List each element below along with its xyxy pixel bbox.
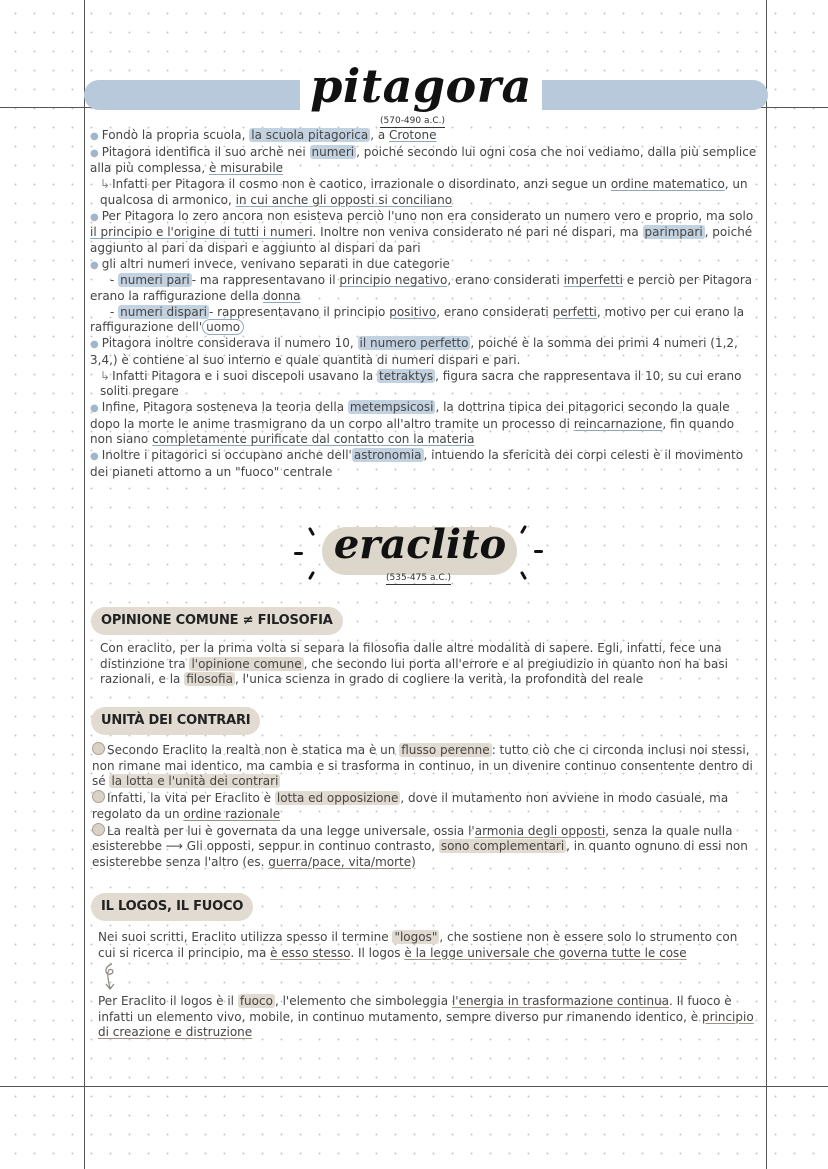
underlined-text: positivo <box>389 304 437 319</box>
sparkle-dash <box>294 552 303 555</box>
underlined-text: è la legge universale che governa tutte le cose <box>404 945 687 960</box>
note-tetraktys <box>90 369 758 400</box>
text: . Inoltre non veniva considerato né pari né dispari, ma <box>312 225 643 240</box>
highlight: parimpari <box>644 225 703 240</box>
underlined-text: è misurabile <box>209 161 284 176</box>
section-heading-logos: IL LOGOS, IL FUOCO <box>91 893 253 921</box>
text: Nei suoi scritti, Eraclito utilizza spesso il termine <box>98 930 393 944</box>
note-zero <box>90 209 758 257</box>
eraclito-title: eraclito <box>333 521 507 568</box>
text: , poiché secondo lui ogni cosa che noi vediamo, dalla più semplice alla più complessa, <box>90 144 757 176</box>
text: Per Eraclito il logos è il <box>98 994 238 1008</box>
text: , l'elemento che simboleggia <box>274 994 452 1008</box>
highlight: metempsicosi <box>349 399 434 414</box>
bullet-dot-icon: ● <box>90 131 99 142</box>
text: Fondò la propria scuola, <box>101 128 250 142</box>
highlight: la lotta e l'unità dei contrari <box>111 774 279 789</box>
text: , figura sacra che rappresentava il 10, su cui erano soliti pregare <box>100 368 742 399</box>
note-dispari <box>90 305 758 336</box>
bullet-dot-icon: ● <box>90 339 99 351</box>
text: Pitagora inoltre considerava il numero 10, <box>101 336 358 351</box>
underlined-text: donna <box>262 289 301 304</box>
text: , la dottrina tipica dei pitagorici secondo la quale dopo la morte le anime trasmigrano da un corpo all'altro tramite un processo di <box>90 399 730 431</box>
text: Inoltre i pitagorici si occupano anche dell' <box>101 448 352 463</box>
underlined-text: Crotone <box>389 128 437 142</box>
text: : tutto ciò che ci circonda inclusi noi stessi, non rimane mai identico, ma cambia e si trasforma in continuo, in un divenire continuo consentente dentro di sé <box>92 743 753 789</box>
note-fuoco <box>98 994 758 1041</box>
text: Con eraclito, per la prima volta si separa la filosofia dalle altre modalità di sapere. Egli, infatti, fece una distinzione tra <box>100 641 722 671</box>
text: . Il logos <box>350 945 405 960</box>
text: Per Pitagora lo zero ancora non esisteva perciò l'uno non era considerato un numero vero e proprio, ma solo <box>101 208 754 223</box>
underlined-text: reincarnazione <box>573 416 663 431</box>
sparkle-dash <box>308 571 315 580</box>
note-astronomia <box>90 448 758 480</box>
text: , intuendo la sfericità dei corpi celesti è il movimento dei pianeti attorno a un "fuoco" centrale <box>90 448 744 479</box>
text: . Il fuoco è infatti un elemento vivo, mobile, in continuo mutamento, sempre diverso pur rimanendo identico, è <box>98 994 732 1024</box>
title-dates: (570-490 a.C.) <box>380 116 446 126</box>
eraclito-title-block <box>300 515 540 590</box>
highlight: numeri <box>311 144 355 159</box>
note-cosmo <box>90 177 758 208</box>
text: , che secondo lui porta all'errore e al pregiudizio in quanto non ha basi razionali, e la <box>100 656 728 687</box>
highlight: flusso perenne <box>401 743 490 757</box>
text: , un qualcosa di armonico, <box>100 177 748 207</box>
arrow-return-icon: ↳ <box>100 368 111 383</box>
highlight: "logos" <box>394 930 438 944</box>
note-scuola <box>90 128 758 145</box>
highlight: tetraktys <box>379 368 434 383</box>
text: , erano considerati <box>436 304 553 319</box>
bullet-dot-icon: ● <box>90 259 99 271</box>
arrow-return-icon: ↳ <box>100 177 111 192</box>
text: , poiché è la somma dei primi 4 numeri (1,2, 3,4,) è contiene al suo interno e quale quantità di numeri dispari e pari. <box>90 336 738 367</box>
note-opinione <box>100 641 758 688</box>
text: , poiché aggiunto al pari da dispari e aggiunto al dispari da pari <box>90 225 753 255</box>
section-heading-opinione: OPINIONE COMUNE ≠ FILOSOFIA <box>91 607 343 635</box>
text: Pitagora identifica il suo archè nei <box>101 144 310 159</box>
text: , che sostiene non è essere solo lo strumento con cui si ricerca il principio, ma <box>98 930 738 960</box>
margin-line-right <box>766 0 767 1169</box>
text: , a <box>370 128 390 142</box>
text: , dove il mutamento non avviene in modo casuale, ma regolato da un <box>92 791 729 821</box>
circled-text: uomo <box>202 319 244 335</box>
section-opinione-body <box>100 641 758 688</box>
text: Infine, Pitagora sosteneva la teoria della <box>101 399 348 414</box>
bullet-dot-icon: ● <box>90 147 99 159</box>
bullet-circle-icon <box>92 823 105 836</box>
sparkle-dash <box>520 571 527 580</box>
highlight: la scuola pitagorica <box>251 128 369 142</box>
highlight: l'opinione comune <box>191 656 302 671</box>
highlight: sono complementari <box>440 839 565 854</box>
underlined-text: ordine razionale <box>183 806 281 821</box>
note-metempsicosi <box>90 400 758 448</box>
underlined-text: armonia degli opposti <box>474 823 606 838</box>
underlined-text: imperfetti <box>563 273 623 288</box>
page-title: pitagora <box>310 59 532 113</box>
underlined-text: l'energia in trasformazione continua <box>451 994 670 1008</box>
underlined-text: principio negativo <box>339 273 448 288</box>
text: , senza la quale nulla esisterebbe ⟶ Gli opposti, seppur in continuo contrasto, <box>92 823 733 854</box>
section-heading-contrari: UNITÀ DEI CONTRARI <box>91 707 260 735</box>
highlight: numeri pari <box>120 273 190 288</box>
text: , fin quando non siano <box>90 416 735 447</box>
section-contrari-body <box>92 742 758 871</box>
curly-arrow-icon <box>100 962 122 992</box>
bullet-dot-icon: ● <box>90 451 99 463</box>
bullet-circle-icon <box>92 790 105 803</box>
text: gli altri numeri invece, venivano separati in due categorie <box>101 256 450 271</box>
note-pari <box>90 273 758 304</box>
underlined-text: perfetti <box>552 304 597 319</box>
section-logos-body <box>98 930 758 961</box>
note-lotta <box>92 790 758 822</box>
highlight: numeri dispari <box>120 304 207 319</box>
highlight: fuoco <box>239 994 273 1008</box>
underlined-text: in cui anche gli opposti si conciliano <box>235 192 453 207</box>
bullet-circle-icon <box>92 742 105 755</box>
highlight: filosofia <box>186 672 233 687</box>
highlight: il numero perfetto <box>359 336 469 351</box>
text: , l'unica scienza in grado di cogliere la verità, la profondità del reale <box>234 672 644 687</box>
underlined-text: completamente purificate dal contatto con la materia <box>152 432 475 447</box>
underlined-text: ordine matematico <box>610 177 725 192</box>
text: - <box>110 273 119 288</box>
margin-line-left <box>84 0 85 1169</box>
sparkle-dash <box>534 550 543 553</box>
text: - <box>110 304 119 319</box>
bullet-dot-icon: ● <box>90 211 99 223</box>
bullet-dot-icon: ● <box>90 402 99 414</box>
note-flusso <box>92 742 758 790</box>
underlined-text: guerra/pace, vita/morte <box>268 854 412 869</box>
section-fuoco-body <box>98 994 758 1041</box>
text: - ma rappresentavano il <box>191 273 340 288</box>
text: e perciò per Pitagora erano la raffigurazione della <box>90 273 753 304</box>
text: ) <box>411 854 416 869</box>
highlight: lotta ed opposizione <box>276 791 399 806</box>
highlight: astronomia <box>353 448 422 463</box>
text: , motivo per cui erano la raffigurazione dell' <box>90 304 745 335</box>
text: Infatti, la vita per Eraclito è <box>107 791 275 806</box>
underlined-text: è esso stesso <box>270 945 351 960</box>
text: Secondo Eraclito la realtà non è statica ma è un <box>107 743 400 757</box>
note-categorie <box>90 257 758 274</box>
text: La realtà per lui è governata da una legge universale, ossia l' <box>107 823 475 838</box>
note-armonia <box>92 823 758 871</box>
eraclito-dates: (535-475 a.C.) <box>386 573 452 583</box>
note-logos <box>98 930 758 961</box>
text: - rappresentavano il principio <box>208 304 390 319</box>
pitagora-notes <box>90 128 758 480</box>
note-arche <box>90 145 758 177</box>
note-dieci <box>90 336 758 368</box>
title-block <box>300 60 542 112</box>
margin-line-bottom <box>0 1086 828 1087</box>
text: , erano considerati <box>447 273 564 288</box>
underlined-text: il principio e l'origine di tutti i numeri <box>90 225 313 240</box>
text: Infatti Pitagora e i suoi discepoli usavano la <box>112 368 378 383</box>
underlined-text: principio di creazione e distruzione <box>98 1009 754 1040</box>
text: Infatti per Pitagora il cosmo non è caotico, irrazionale o disordinato, anzi segue un <box>112 177 611 192</box>
text: , in quanto ognuno di essi non esisterebbe senza l'altro (es. <box>92 839 748 869</box>
